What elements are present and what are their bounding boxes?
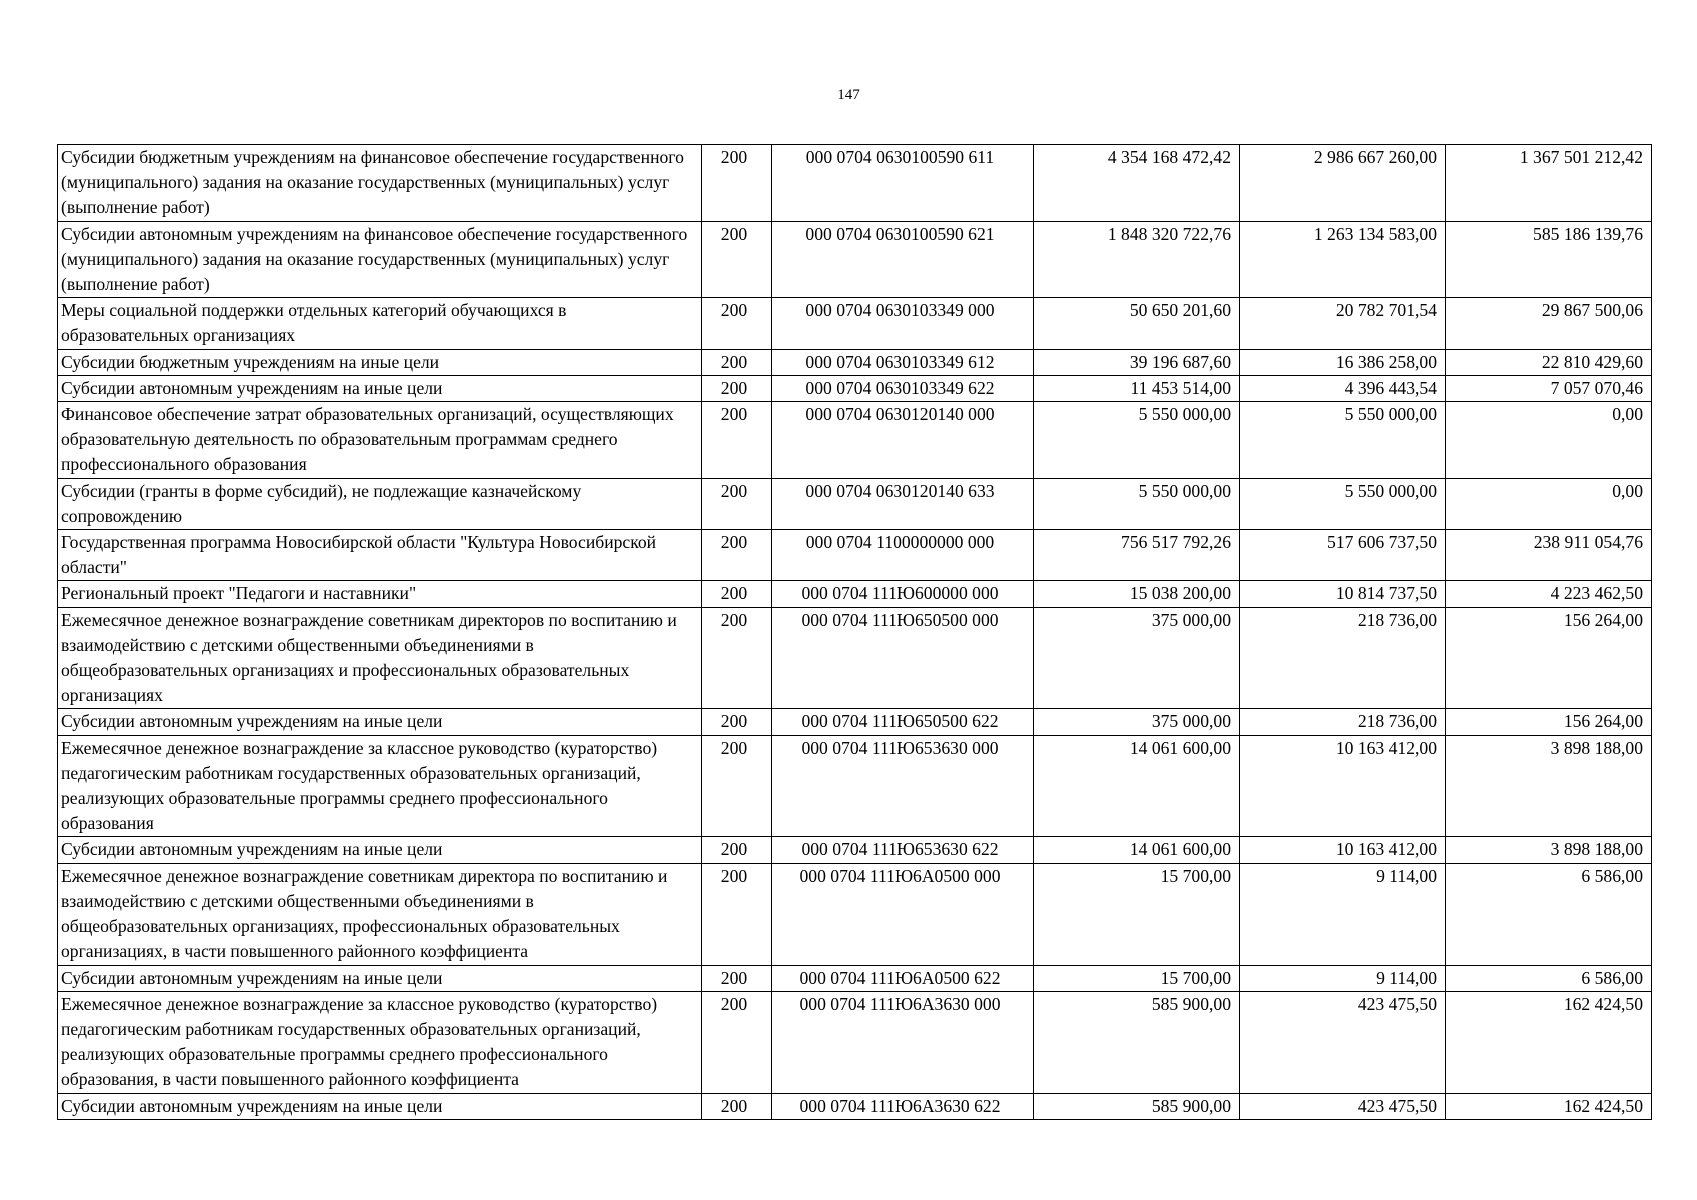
table-body (58, 145, 1652, 1120)
approved-amount-cell: 585 900,00 (1034, 991, 1240, 1093)
line-code-cell: 200 (702, 837, 772, 863)
table-row (58, 965, 1652, 991)
line-code-cell: 200 (702, 863, 772, 965)
executed-amount-cell: 218 736,00 (1240, 709, 1446, 735)
approved-amount-cell: 5 550 000,00 (1034, 402, 1240, 479)
approved-amount-cell: 375 000,00 (1034, 709, 1240, 735)
budget-classification-code-cell: 000 0704 1100000000 000 (772, 530, 1034, 581)
remaining-amount-cell: 7 057 070,46 (1446, 375, 1652, 401)
line-code-cell: 200 (702, 478, 772, 529)
table-row (58, 530, 1652, 581)
executed-amount-cell: 9 114,00 (1240, 965, 1446, 991)
remaining-amount-cell: 4 223 462,50 (1446, 581, 1652, 607)
table-row (58, 402, 1652, 479)
table-row (58, 837, 1652, 863)
executed-amount-cell: 16 386 258,00 (1240, 349, 1446, 375)
page-number: 147 (837, 87, 860, 103)
budget-classification-code-cell: 000 0704 111Ю650500 622 (772, 709, 1034, 735)
line-code-cell: 200 (702, 530, 772, 581)
remaining-amount-cell: 156 264,00 (1446, 607, 1652, 709)
line-code-cell: 200 (702, 402, 772, 479)
line-code-cell: 200 (702, 581, 772, 607)
budget-classification-code-cell: 000 0704 111Ю6А0500 622 (772, 965, 1034, 991)
remaining-amount-cell: 238 911 054,76 (1446, 530, 1652, 581)
executed-amount-cell: 20 782 701,54 (1240, 298, 1446, 349)
approved-amount-cell: 4 354 168 472,42 (1034, 145, 1240, 222)
budget-classification-code-cell: 000 0704 111Ю653630 622 (772, 837, 1034, 863)
remaining-amount-cell: 156 264,00 (1446, 709, 1652, 735)
budget-classification-code-cell: 000 0704 0630103349 612 (772, 349, 1034, 375)
remaining-amount-cell: 6 586,00 (1446, 863, 1652, 965)
remaining-amount-cell: 0,00 (1446, 402, 1652, 479)
budget-classification-code-cell: 000 0704 111Ю653630 000 (772, 735, 1034, 837)
table-row (58, 991, 1652, 1093)
executed-amount-cell: 218 736,00 (1240, 607, 1446, 709)
table-row (58, 607, 1652, 709)
remaining-amount-cell: 162 424,50 (1446, 1093, 1652, 1119)
approved-amount-cell: 585 900,00 (1034, 1093, 1240, 1119)
table-row (58, 375, 1652, 401)
budget-classification-code-cell: 000 0704 111Ю6А3630 622 (772, 1093, 1034, 1119)
remaining-amount-cell: 29 867 500,06 (1446, 298, 1652, 349)
line-code-cell: 200 (702, 991, 772, 1093)
expense-name-cell: Государственная программа Новосибирской области "Культура Новосибирской области" (58, 530, 702, 581)
table-row (58, 863, 1652, 965)
table-row (58, 298, 1652, 349)
table-row (58, 349, 1652, 375)
expense-name-cell: Субсидии автономным учреждениям на финансовое обеспечение государственного (муниципального) задания на оказание государственных (муниципальных) услуг (выполнение работ) (58, 221, 702, 298)
approved-amount-cell: 14 061 600,00 (1034, 837, 1240, 863)
expense-name-cell: Субсидии (гранты в форме субсидий), не подлежащие казначейскому сопровождению (58, 478, 702, 529)
budget-execution-table (57, 144, 1652, 1120)
expense-name-cell: Субсидии автономным учреждениям на иные цели (58, 709, 702, 735)
table-row (58, 1093, 1652, 1119)
line-code-cell: 200 (702, 375, 772, 401)
budget-classification-code-cell: 000 0704 0630120140 633 (772, 478, 1034, 529)
remaining-amount-cell: 6 586,00 (1446, 965, 1652, 991)
remaining-amount-cell: 1 367 501 212,42 (1446, 145, 1652, 222)
expense-name-cell: Субсидии автономным учреждениям на иные цели (58, 375, 702, 401)
executed-amount-cell: 423 475,50 (1240, 1093, 1446, 1119)
budget-classification-code-cell: 000 0704 111Ю600000 000 (772, 581, 1034, 607)
line-code-cell: 200 (702, 221, 772, 298)
budget-classification-code-cell: 000 0704 0630103349 622 (772, 375, 1034, 401)
executed-amount-cell: 10 814 737,50 (1240, 581, 1446, 607)
line-code-cell: 200 (702, 735, 772, 837)
budget-classification-code-cell: 000 0704 111Ю6А0500 000 (772, 863, 1034, 965)
approved-amount-cell: 15 700,00 (1034, 965, 1240, 991)
remaining-amount-cell: 0,00 (1446, 478, 1652, 529)
executed-amount-cell: 517 606 737,50 (1240, 530, 1446, 581)
executed-amount-cell: 5 550 000,00 (1240, 402, 1446, 479)
remaining-amount-cell: 3 898 188,00 (1446, 837, 1652, 863)
line-code-cell: 200 (702, 607, 772, 709)
line-code-cell: 200 (702, 349, 772, 375)
approved-amount-cell: 5 550 000,00 (1034, 478, 1240, 529)
expense-name-cell: Ежемесячное денежное вознаграждение советникам директоров по воспитанию и взаимодействию с детскими общественными объединениями в общеобразовательных организациях и профессиональных образовательных организациях (58, 607, 702, 709)
budget-classification-code-cell: 000 0704 0630120140 000 (772, 402, 1034, 479)
expense-name-cell: Ежемесячное денежное вознаграждение за классное руководство (кураторство) педагогическим работникам государственных образовательных организаций, реализующих образовательные программы среднего профессионального образования (58, 735, 702, 837)
executed-amount-cell: 1 263 134 583,00 (1240, 221, 1446, 298)
table-row (58, 735, 1652, 837)
approved-amount-cell: 15 700,00 (1034, 863, 1240, 965)
executed-amount-cell: 9 114,00 (1240, 863, 1446, 965)
expense-name-cell: Ежемесячное денежное вознаграждение за классное руководство (кураторство) педагогическим работникам государственных образовательных организаций, реализующих образовательные программы среднего профессионального образования, в части повышенного районного коэффициента (58, 991, 702, 1093)
executed-amount-cell: 4 396 443,54 (1240, 375, 1446, 401)
budget-classification-code-cell: 000 0704 0630100590 621 (772, 221, 1034, 298)
approved-amount-cell: 756 517 792,26 (1034, 530, 1240, 581)
approved-amount-cell: 39 196 687,60 (1034, 349, 1240, 375)
executed-amount-cell: 10 163 412,00 (1240, 735, 1446, 837)
remaining-amount-cell: 162 424,50 (1446, 991, 1652, 1093)
approved-amount-cell: 375 000,00 (1034, 607, 1240, 709)
expense-name-cell: Субсидии бюджетным учреждениям на иные цели (58, 349, 702, 375)
approved-amount-cell: 14 061 600,00 (1034, 735, 1240, 837)
approved-amount-cell: 11 453 514,00 (1034, 375, 1240, 401)
expense-name-cell: Региональный проект "Педагоги и наставники" (58, 581, 702, 607)
executed-amount-cell: 2 986 667 260,00 (1240, 145, 1446, 222)
table-row (58, 709, 1652, 735)
line-code-cell: 200 (702, 298, 772, 349)
expense-name-cell: Меры социальной поддержки отдельных категорий обучающихся в образовательных организациях (58, 298, 702, 349)
expense-name-cell: Субсидии автономным учреждениям на иные цели (58, 965, 702, 991)
approved-amount-cell: 50 650 201,60 (1034, 298, 1240, 349)
executed-amount-cell: 5 550 000,00 (1240, 478, 1446, 529)
remaining-amount-cell: 3 898 188,00 (1446, 735, 1652, 837)
table-row (58, 221, 1652, 298)
executed-amount-cell: 10 163 412,00 (1240, 837, 1446, 863)
table-row (58, 478, 1652, 529)
expense-name-cell: Субсидии бюджетным учреждениям на финансовое обеспечение государственного (муниципального) задания на оказание государственных (муниципальных) услуг (выполнение работ) (58, 145, 702, 222)
budget-classification-code-cell: 000 0704 0630100590 611 (772, 145, 1034, 222)
expense-name-cell: Субсидии автономным учреждениям на иные цели (58, 1093, 702, 1119)
line-code-cell: 200 (702, 709, 772, 735)
line-code-cell: 200 (702, 145, 772, 222)
expense-name-cell: Ежемесячное денежное вознаграждение советникам директора по воспитанию и взаимодействию с детскими общественными объединениями в общеобразовательных организациях, профессиональных образовательных организациях, в части повышенного районного коэффициента (58, 863, 702, 965)
remaining-amount-cell: 585 186 139,76 (1446, 221, 1652, 298)
remaining-amount-cell: 22 810 429,60 (1446, 349, 1652, 375)
expense-name-cell: Субсидии автономным учреждениям на иные цели (58, 837, 702, 863)
executed-amount-cell: 423 475,50 (1240, 991, 1446, 1093)
budget-classification-code-cell: 000 0704 0630103349 000 (772, 298, 1034, 349)
budget-classification-code-cell: 000 0704 111Ю6А3630 000 (772, 991, 1034, 1093)
budget-classification-code-cell: 000 0704 111Ю650500 000 (772, 607, 1034, 709)
approved-amount-cell: 1 848 320 722,76 (1034, 221, 1240, 298)
line-code-cell: 200 (702, 1093, 772, 1119)
expense-name-cell: Финансовое обеспечение затрат образовательных организаций, осуществляющих образовательную деятельность по образовательным программам среднего профессионального образования (58, 402, 702, 479)
line-code-cell: 200 (702, 965, 772, 991)
table-row (58, 581, 1652, 607)
table-row (58, 145, 1652, 222)
approved-amount-cell: 15 038 200,00 (1034, 581, 1240, 607)
